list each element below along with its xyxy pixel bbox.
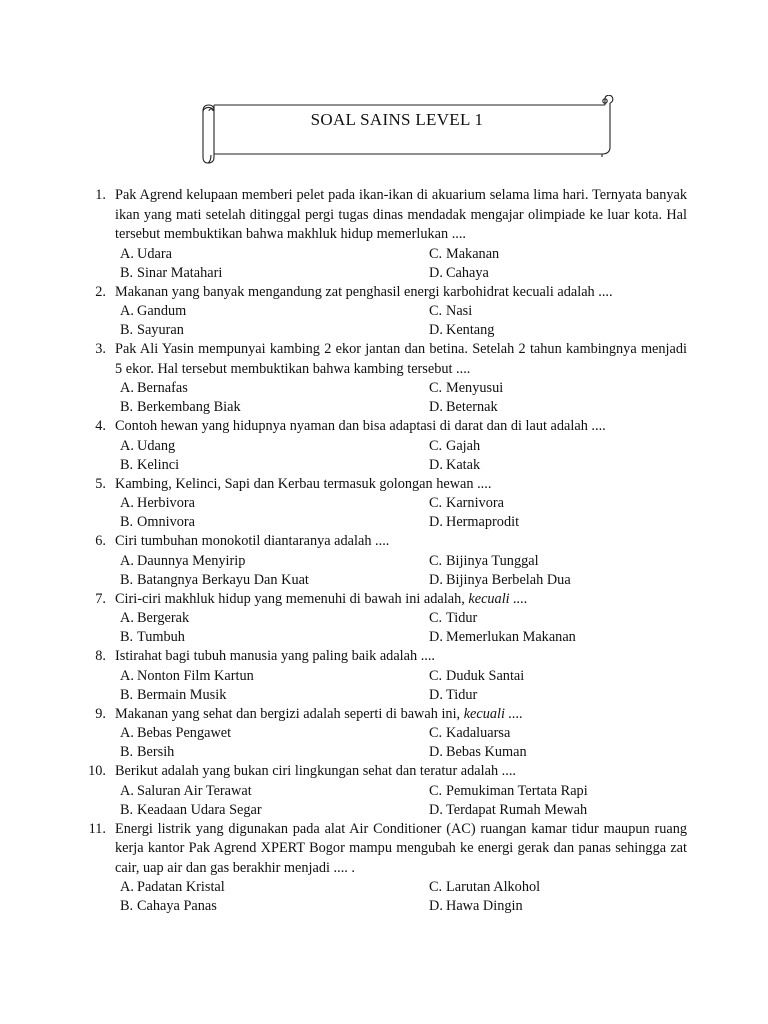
question-number: 10. xyxy=(88,763,106,779)
option-letter: B. xyxy=(120,898,134,914)
question-item xyxy=(92,186,687,283)
question-stem: Istirahat bagi tubuh manusia yang paling baik adalah .... xyxy=(115,648,436,664)
option-text: Pemukiman Tertata Rapi xyxy=(446,782,588,799)
question-number: 9. xyxy=(95,705,106,722)
question-number: 1. xyxy=(95,187,106,203)
option-text: Cahaya Panas xyxy=(137,898,217,914)
question-text xyxy=(115,340,687,379)
option-letter: B. xyxy=(120,629,134,645)
answer-option xyxy=(120,379,429,398)
question-stem: Kambing, Kelinci, Sapi dan Kerbau termasuk golongan hewan .... xyxy=(115,475,492,492)
answer-option xyxy=(120,494,429,513)
answer-option xyxy=(120,437,429,456)
answer-option xyxy=(120,264,429,283)
question-item xyxy=(92,283,687,341)
option-text: Kelinci xyxy=(137,456,180,473)
option-letter: C. xyxy=(429,245,443,262)
question-number: 7. xyxy=(95,590,106,607)
option-letter: A. xyxy=(120,380,134,396)
option-letter: B. xyxy=(120,399,134,415)
option-letter: D. xyxy=(429,686,443,703)
option-letter: C. xyxy=(429,725,443,741)
question-text xyxy=(115,705,687,725)
answer-option xyxy=(429,609,689,628)
option-text: Bermain Musik xyxy=(137,686,227,703)
option-text: Bijinya Berbelah Dua xyxy=(446,571,571,588)
answer-option xyxy=(429,743,689,762)
answer-options xyxy=(120,724,687,762)
option-letter: B. xyxy=(120,686,134,703)
answer-option xyxy=(120,552,429,571)
option-text: Sinar Matahari xyxy=(137,264,223,281)
question-text xyxy=(115,762,687,782)
answer-options xyxy=(120,782,687,820)
option-text: Kadaluarsa xyxy=(446,725,511,741)
question-text xyxy=(115,283,687,303)
answer-option xyxy=(429,782,689,801)
answer-option xyxy=(120,724,429,743)
answer-option xyxy=(120,571,429,590)
option-letter: A. xyxy=(120,437,134,454)
question-stem: Ciri tumbuhan monokotil diantaranya adalah .... xyxy=(115,533,390,549)
answer-option xyxy=(429,513,689,532)
option-text: Larutan Alkohol xyxy=(446,879,541,895)
answer-option xyxy=(429,571,689,590)
option-text: Bebas Kuman xyxy=(446,744,527,760)
answer-options xyxy=(120,609,687,647)
answer-option xyxy=(429,494,689,513)
option-text: Katak xyxy=(446,456,481,473)
answer-option xyxy=(120,321,429,340)
option-text: Hermaprodit xyxy=(446,514,520,530)
question-stem: Contoh hewan yang hidupnya nyaman dan bisa adaptasi di darat dan di laut adalah .... xyxy=(115,418,606,434)
answer-option xyxy=(120,245,429,264)
option-text: Bersih xyxy=(137,744,175,760)
option-letter: C. xyxy=(429,879,443,895)
answer-option xyxy=(429,456,689,475)
question-stem: Makanan yang sehat dan bergizi adalah seperti di bawah ini, xyxy=(115,705,461,722)
answer-option xyxy=(429,801,689,820)
option-text: Terdapat Rumah Mewah xyxy=(446,801,588,818)
option-text: Bebas Pengawet xyxy=(137,725,232,741)
option-letter: B. xyxy=(120,514,134,530)
option-letter: A. xyxy=(120,879,134,895)
question-stem: Berikut adalah yang bukan ciri lingkungan sehat dan teratur adalah .... xyxy=(115,763,516,779)
answer-option xyxy=(120,743,429,762)
option-text: Duduk Santai xyxy=(446,667,525,684)
question-text xyxy=(115,417,687,437)
answer-option xyxy=(120,628,429,647)
question-text xyxy=(115,820,687,879)
question-number: 8. xyxy=(95,648,106,664)
answer-options xyxy=(120,552,687,590)
option-text: Cahaya xyxy=(446,264,489,281)
question-number: 4. xyxy=(95,418,106,434)
question-list xyxy=(88,186,687,916)
option-letter: D. xyxy=(429,744,443,760)
question-text xyxy=(115,647,687,667)
option-letter: A. xyxy=(120,667,134,684)
option-letter: B. xyxy=(120,571,134,588)
question-stem: Makanan yang banyak mengandung zat penghasil energi karbohidrat kecuali adalah .... xyxy=(115,283,613,300)
question-stem: Ciri-ciri makhluk hidup yang memenuhi di bawah ini adalah, xyxy=(115,590,465,607)
option-letter: B. xyxy=(120,322,134,338)
answer-option xyxy=(429,398,689,417)
answer-options xyxy=(120,379,687,417)
option-text: Menyusui xyxy=(446,380,504,396)
answer-option xyxy=(429,264,689,283)
option-letter: C. xyxy=(429,552,443,569)
option-letter: A. xyxy=(120,245,134,262)
option-text: Nasi xyxy=(446,303,473,319)
option-letter: A. xyxy=(120,782,134,799)
title-banner xyxy=(200,95,618,165)
answer-option xyxy=(429,878,689,897)
question-item xyxy=(92,417,687,475)
question-item xyxy=(92,475,687,533)
option-text: Herbivora xyxy=(137,495,195,511)
option-text: Bergerak xyxy=(137,610,190,626)
answer-option xyxy=(429,897,689,916)
answer-options xyxy=(120,302,687,340)
question-text xyxy=(115,590,687,610)
option-text: Padatan Kristal xyxy=(137,879,225,895)
question-item xyxy=(88,820,687,917)
question-text xyxy=(115,532,687,552)
option-letter: B. xyxy=(120,744,134,760)
option-letter: C. xyxy=(429,667,443,684)
page-title: SOAL SAINS LEVEL 1 xyxy=(310,110,484,129)
option-letter: B. xyxy=(120,264,134,281)
option-letter: A. xyxy=(120,552,134,569)
answer-option xyxy=(120,897,429,916)
question-stem: Energi listrik yang digunakan pada alat Air Conditioner (AC) ruangan kamar tidur maupun ruang kerja kantor Pak Agrend XPERT Bogor mampu mengubah ke energi gerak dan panas sehingga zat cair, uap air dan gas berakhir menjadi .... . xyxy=(115,820,687,876)
option-letter: A. xyxy=(120,725,134,741)
question-number: 5. xyxy=(95,475,106,492)
answer-options xyxy=(120,245,687,283)
answer-option xyxy=(429,437,689,456)
option-letter: A. xyxy=(120,610,134,626)
option-text: Karnivora xyxy=(446,495,504,511)
question-text xyxy=(115,475,687,495)
answer-option xyxy=(429,321,689,340)
answer-options xyxy=(120,494,687,532)
answer-option xyxy=(429,686,689,705)
question-emphasis: kecuali .... xyxy=(463,705,523,722)
option-text: Berkembang Biak xyxy=(137,399,241,415)
option-letter: C. xyxy=(429,437,443,454)
answer-option xyxy=(429,628,689,647)
option-text: Batangnya Berkayu Dan Kuat xyxy=(137,571,309,588)
option-letter: A. xyxy=(120,303,134,319)
option-text: Sayuran xyxy=(137,322,184,338)
answer-option xyxy=(120,302,429,321)
option-letter: D. xyxy=(429,264,443,281)
question-number: 11. xyxy=(88,820,106,837)
question-number: 3. xyxy=(95,341,106,357)
question-stem: Pak Agrend kelupaan memberi pelet pada ikan-ikan di akuarium selama lima hari. Ternyata banyak ikan yang mati setelah ditinggal pergi tugas dinas mendadak mengajar olimpiade ke luar kota. Hal tersebut membuktikan bahwa makhluk hidup memerlukan .... xyxy=(115,187,687,242)
option-letter: D. xyxy=(429,456,443,473)
option-text: Hawa Dingin xyxy=(446,898,523,914)
question-number: 2. xyxy=(95,283,106,300)
answer-option xyxy=(120,513,429,532)
question-number: 6. xyxy=(95,533,106,549)
option-text: Omnivora xyxy=(137,514,195,530)
option-text: Nonton Film Kartun xyxy=(137,667,254,684)
answer-option xyxy=(429,724,689,743)
option-text: Tumbuh xyxy=(137,629,185,645)
answer-option xyxy=(120,686,429,705)
question-item xyxy=(92,340,687,417)
option-letter: C. xyxy=(429,495,443,511)
question-item xyxy=(88,762,687,820)
option-letter: B. xyxy=(120,801,134,818)
answer-option xyxy=(429,302,689,321)
answer-option xyxy=(120,398,429,417)
answer-option xyxy=(120,782,429,801)
answer-option xyxy=(429,667,689,686)
answer-option xyxy=(120,609,429,628)
question-item xyxy=(92,647,687,705)
answer-option xyxy=(120,456,429,475)
option-text: Memerlukan Makanan xyxy=(446,629,576,645)
option-text: Bijinya Tunggal xyxy=(446,552,539,569)
option-text: Makanan xyxy=(446,245,500,262)
option-letter: B. xyxy=(120,456,134,473)
option-letter: D. xyxy=(429,898,443,914)
option-text: Gajah xyxy=(446,437,481,454)
scroll-banner-icon xyxy=(200,95,618,165)
option-text: Bernafas xyxy=(137,380,188,396)
option-letter: D. xyxy=(429,571,443,588)
answer-option xyxy=(429,245,689,264)
option-letter: D. xyxy=(429,514,443,530)
question-emphasis: kecuali .... xyxy=(468,590,528,607)
option-text: Tidur xyxy=(446,686,478,703)
option-letter: C. xyxy=(429,380,443,396)
answer-option xyxy=(120,878,429,897)
answer-option xyxy=(429,379,689,398)
option-text: Kentang xyxy=(446,322,495,338)
option-letter: D. xyxy=(429,801,443,818)
option-letter: A. xyxy=(120,495,134,511)
question-text xyxy=(115,186,687,245)
question-item xyxy=(92,705,687,763)
option-letter: D. xyxy=(429,629,443,645)
option-text: Udara xyxy=(137,245,172,262)
option-text: Beternak xyxy=(446,399,498,415)
option-text: Keadaan Udara Segar xyxy=(137,801,262,818)
answer-options xyxy=(120,437,687,475)
answer-option xyxy=(429,552,689,571)
answer-option xyxy=(120,667,429,686)
option-letter: D. xyxy=(429,322,443,338)
option-text: Gandum xyxy=(137,303,187,319)
answer-options xyxy=(120,878,687,916)
option-letter: C. xyxy=(429,303,443,319)
option-letter: C. xyxy=(429,782,443,799)
question-item xyxy=(92,532,687,590)
answer-options xyxy=(120,667,687,705)
option-text: Daunnya Menyirip xyxy=(137,552,246,569)
option-text: Udang xyxy=(137,437,176,454)
question-stem: Pak Ali Yasin mempunyai kambing 2 ekor jantan dan betina. Setelah 2 tahun kambingnya menjadi 5 ekor. Hal tersebut membuktikan bahwa kambing tersebut .... xyxy=(115,341,687,377)
option-text: Tidur xyxy=(446,610,478,626)
answer-option xyxy=(120,801,429,820)
option-letter: D. xyxy=(429,399,443,415)
option-letter: C. xyxy=(429,610,443,626)
option-text: Saluran Air Terawat xyxy=(137,782,252,799)
question-item xyxy=(92,590,687,648)
